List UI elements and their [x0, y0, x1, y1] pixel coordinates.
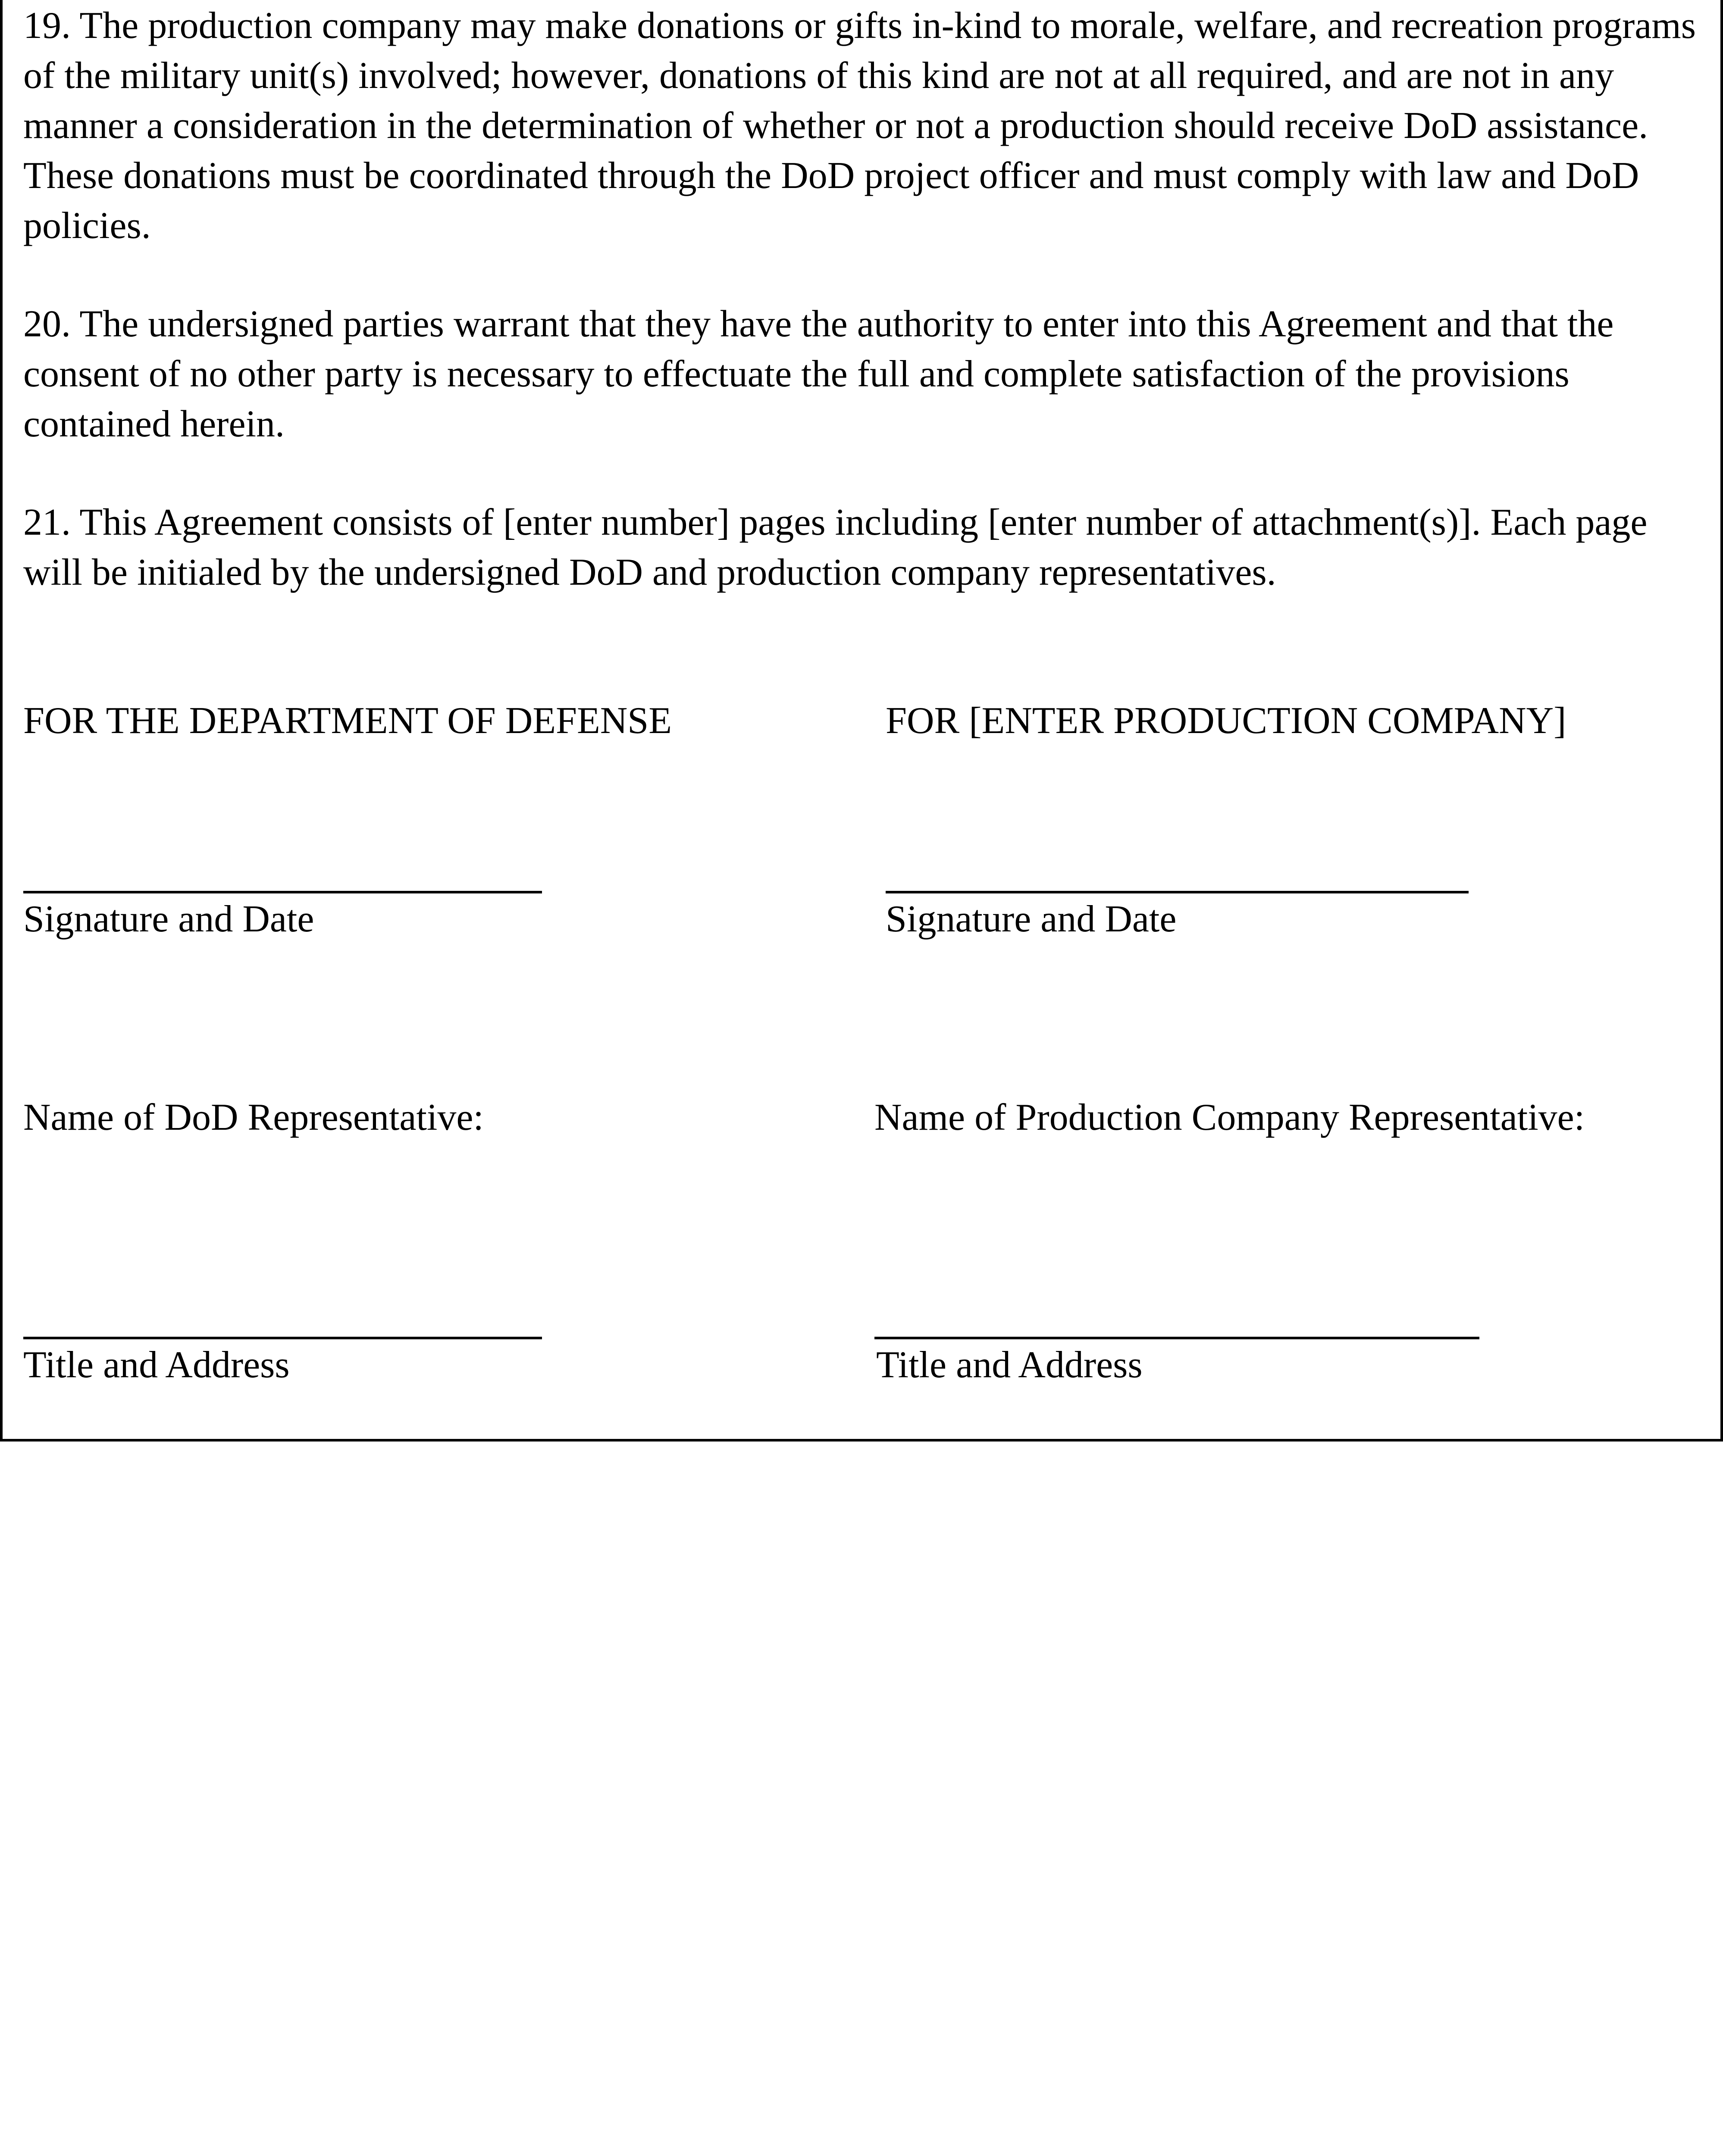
company-title-line[interactable]	[874, 1337, 1479, 1339]
dod-name-label: Name of DoD Representative:	[23, 1097, 484, 1138]
company-name-label: Name of Production Company Representative:	[874, 1097, 1585, 1138]
dod-signature-heading: FOR THE DEPARTMENT OF DEFENSE	[23, 700, 672, 742]
company-signature-line[interactable]	[886, 891, 1469, 893]
company-title-label: Title and Address	[876, 1344, 1143, 1386]
dod-signature-line[interactable]	[23, 891, 542, 893]
dod-signature-label: Signature and Date	[23, 898, 314, 940]
dod-title-line[interactable]	[23, 1337, 542, 1339]
paragraph-20: 20. The undersigned parties warrant that they have the authority to enter into this Agreement and that the consent of no other party is necessary to effectuate the full and complete satisfaction of the provisions contained herein.	[23, 303, 1614, 445]
paragraph-21: 21. This Agreement consists of [enter number] pages including [enter number of attachment(s)]. Each page will be initialed by the undersigned DoD and production company representatives.	[23, 501, 1648, 593]
company-signature-heading: FOR [ENTER PRODUCTION COMPANY]	[886, 700, 1566, 742]
dod-title-label: Title and Address	[23, 1344, 290, 1386]
paragraph-19: 19. The production company may make donations or gifts in-kind to morale, welfare, and recreation programs of the military unit(s) involved; however, donations of this kind are not at all required, and are not in any manner a consideration in the determination of whether or not a production should receive DoD assistance. These donations must be coordinated through the DoD project officer and must comply with law and DoD policies.	[23, 5, 1696, 247]
company-signature-label: Signature and Date	[886, 898, 1177, 940]
